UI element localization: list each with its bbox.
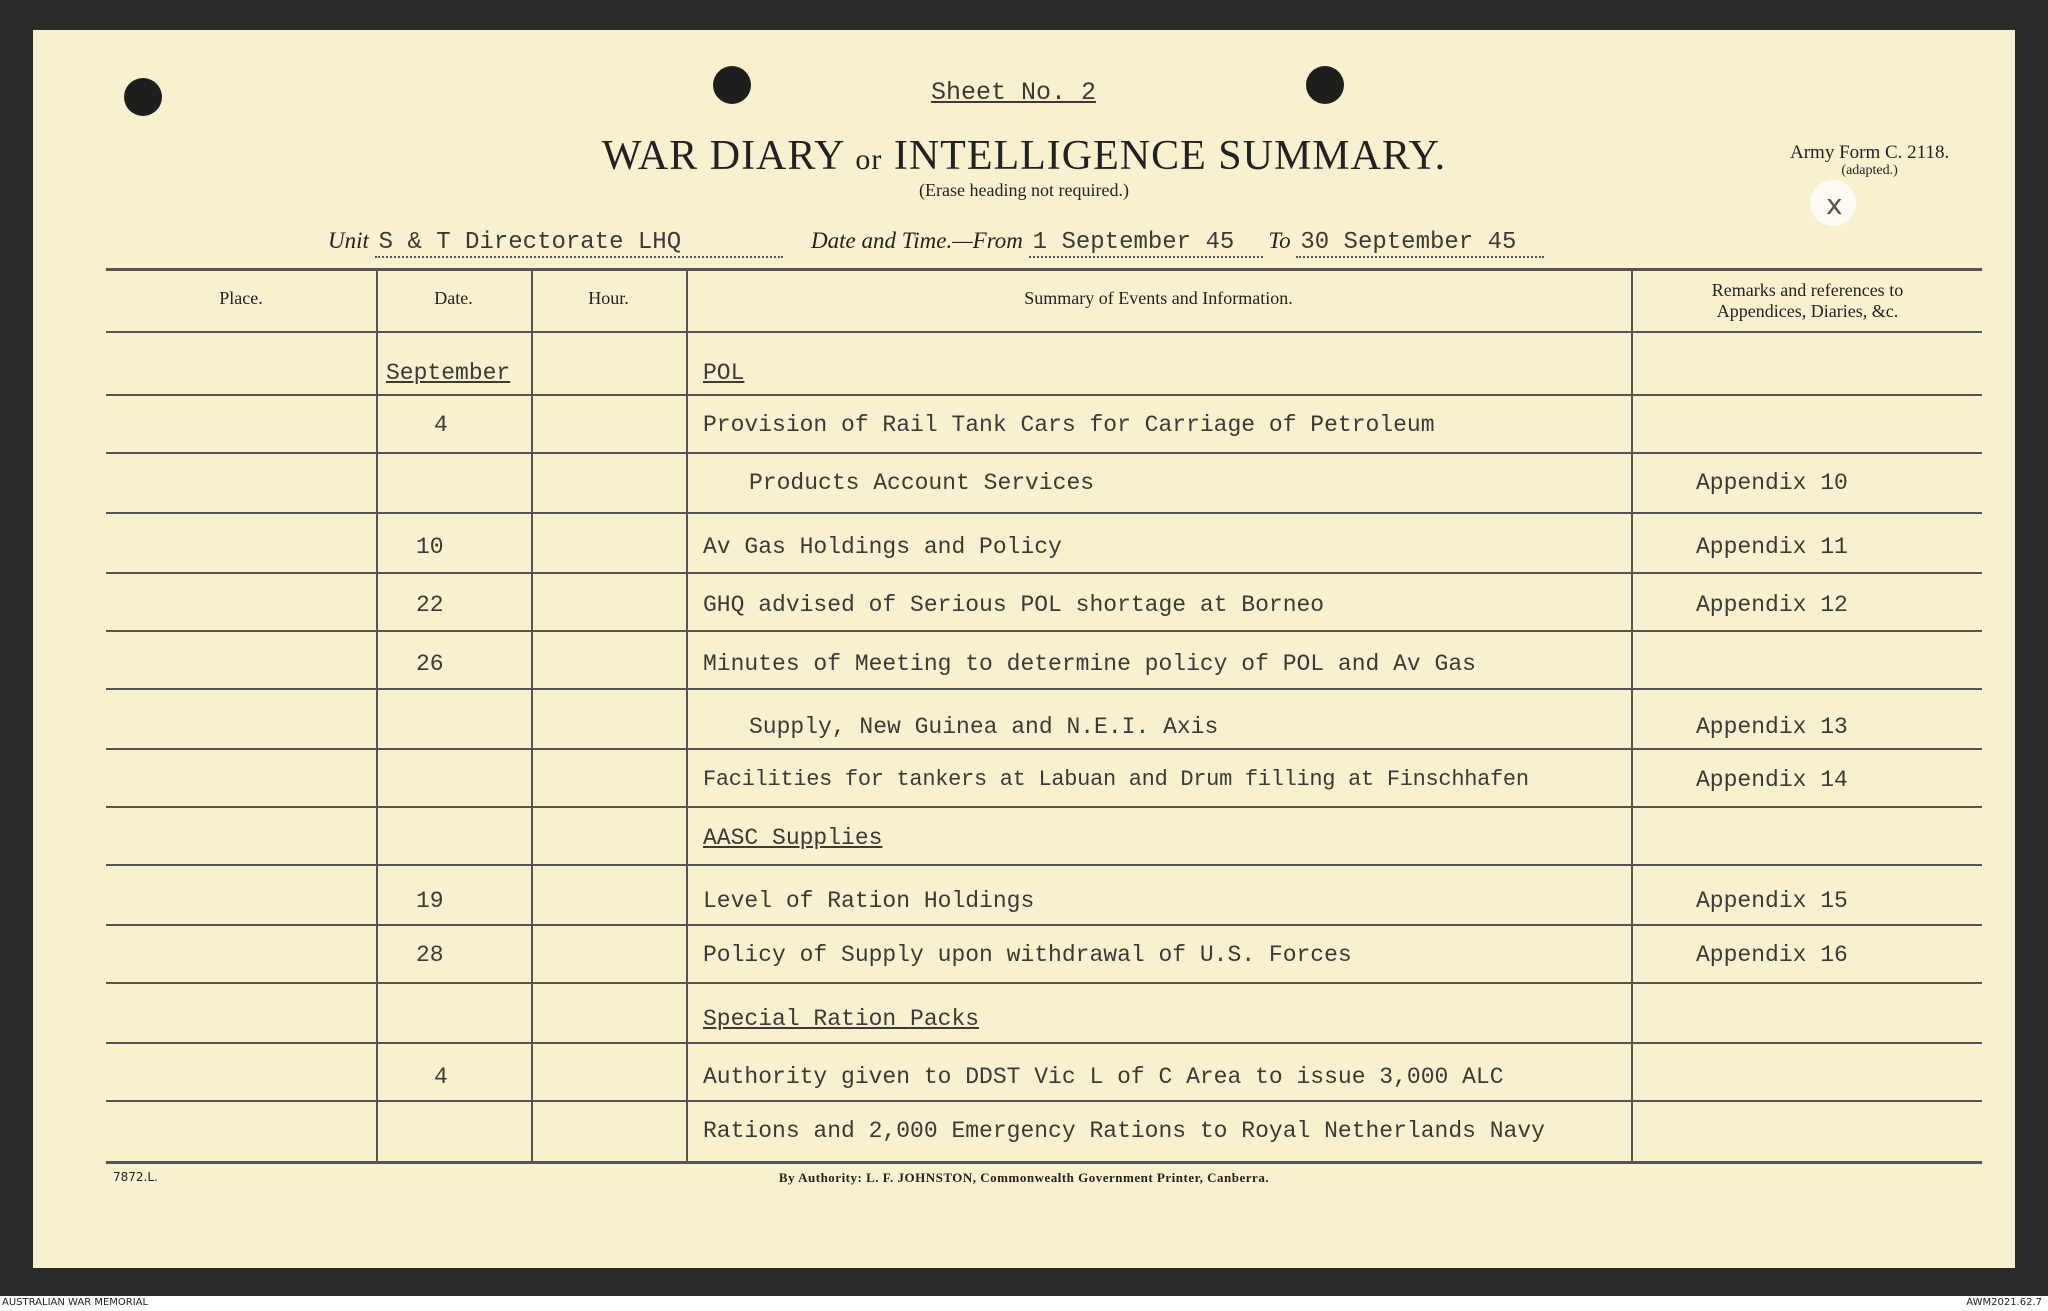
column-rule [1631,268,1633,1164]
punch-hole [1306,66,1344,104]
unit-value: S & T Directorate LHQ [375,229,783,258]
date-to-label: To [1268,228,1291,253]
table-top-rule [106,268,1982,271]
remarks-cell: Appendix 13 [1696,714,1848,740]
summary-cell: Level of Ration Holdings [703,888,1035,914]
remarks-cell: Appendix 12 [1696,592,1848,618]
column-header-date: Date. [434,288,473,308]
date-from-value: 1 September 45 [1029,229,1263,258]
summary-cell: Products Account Services [749,470,1095,496]
remarks-cell: Appendix 10 [1696,470,1848,496]
army-form-note: (adapted.) [1841,163,1898,178]
page-subtitle: (Erase heading not required.) [919,180,1129,200]
form-code: 7872.L. [113,1170,158,1184]
row-rule [106,572,1982,574]
paper-tear: x [1810,180,1856,226]
remarks-cell: Appendix 16 [1696,942,1848,968]
column-rule [376,268,378,1164]
unit-line [328,228,783,258]
remarks-cell: Appendix 15 [1696,888,1848,914]
punch-hole [713,66,751,104]
column-header-place: Place. [219,288,263,308]
summary-cell: Provision of Rail Tank Cars for Carriage of Petroleum [703,412,1435,438]
date-cell: 19 [416,888,444,914]
row-rule [106,394,1982,396]
row-rule [106,924,1982,926]
date-cell: 10 [416,534,444,560]
date-cell: 4 [434,1064,448,1090]
printer-authority: By Authority: L. F. JOHNSTON, Commonwealth Government Printer, Canberra. [778,1170,1270,1185]
army-form-number: Army Form C. 2118. [1790,142,1950,163]
row-rule [106,452,1982,454]
summary-cell: Rations and 2,000 Emergency Rations to Royal Netherlands Navy [703,1118,1545,1144]
summary-cell: Facilities for tankers at Labuan and Drum filling at Finschhafen [703,767,1529,792]
date-cell: 26 [416,651,444,677]
column-rule [686,268,688,1164]
column-header-remarks [1633,280,1982,322]
summary-cell: GHQ advised of Serious POL shortage at Borneo [703,592,1325,618]
row-rule [106,630,1982,632]
date-cell: 4 [434,412,448,438]
remarks-header-line2: Appendices, Diaries, &c. [1716,301,1899,321]
unit-label: Unit [328,228,369,253]
date-cell: 28 [416,942,444,968]
column-header-hour: Hour. [588,288,629,308]
army-form-label [1790,144,1949,180]
date-to-value: 30 September 45 [1296,229,1544,258]
header-rule [106,331,1982,333]
summary-cell: Av Gas Holdings and Policy [703,534,1062,560]
row-rule [106,864,1982,866]
summary-cell: Supply, New Guinea and N.E.I. Axis [749,714,1219,740]
row-rule [106,512,1982,514]
row-rule [106,688,1982,690]
title-war-diary: WAR DIARY [601,133,844,179]
page-title [0,132,2048,180]
remarks-cell: Appendix 11 [1696,534,1848,560]
row-rule [106,1100,1982,1102]
section-heading-pol: POL [703,360,745,386]
title-intelligence-summary: INTELLIGENCE SUMMARY. [893,133,1447,179]
date-cell: September [386,360,511,386]
column-rule [531,268,533,1164]
row-rule [106,748,1982,750]
date-cell: 22 [416,592,444,618]
remarks-header-line1: Remarks and references to [1711,280,1904,300]
row-rule [106,806,1982,808]
section-heading-aasc-supplies: AASC Supplies [703,825,883,851]
row-rule [106,1042,1982,1044]
summary-cell: Policy of Supply upon withdrawal of U.S. Forces [703,942,1352,968]
table-bottom-rule [106,1161,1982,1164]
sheet-number: Sheet No. 2 [931,78,1097,107]
section-heading-special-ration-packs: Special Ration Packs [703,1006,980,1032]
archive-id: AWM2021.62.7 [1966,1297,2042,1308]
archive-band [0,1296,2048,1311]
row-rule [106,982,1982,984]
punch-hole [124,78,162,116]
title-or: or [855,143,883,176]
archive-name: AUSTRALIAN WAR MEMORIAL [2,1297,149,1308]
summary-cell: Minutes of Meeting to determine policy of POL and Av Gas [703,651,1476,677]
summary-cell: Authority given to DDST Vic L of C Area to issue 3,000 ALC [703,1064,1504,1090]
remarks-cell: Appendix 14 [1696,767,1848,793]
date-line [811,228,1544,258]
date-range-label: Date and Time.—From [811,228,1023,253]
column-header-summary: Summary of Events and Information. [1024,288,1293,308]
diary-table [106,268,1982,1164]
